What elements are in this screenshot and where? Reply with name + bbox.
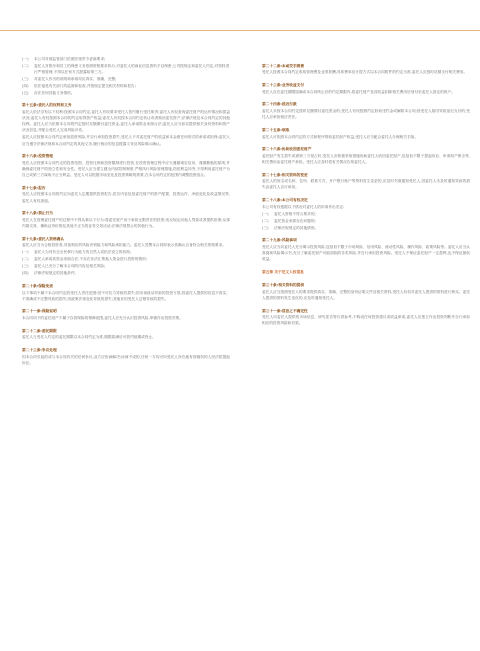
list-item (262, 225, 470, 231)
list-item (22, 83, 230, 89)
list-item-number: (一) (262, 211, 269, 216)
paragraph: 受托人应当向委托人充分揭示投资风险,包括但不限于市场风险、信用风险、流动性风险、操作风险、政策风险等。委托人应当认真阅读风险揭示书,充分了解委托财产可能面临的各类风险,并自行承担投资风险。受托人不保证委托财产一定盈利,也不保证最低收益。 (262, 245, 470, 262)
list-item-number: (二) (22, 63, 29, 68)
list-item-text: 存在任何其他义务情形。 (34, 90, 75, 95)
paragraph: 受托人在管理委托财产的过程中不得从事以下行为:将委托财产用于承担无限责任的投资;违反规定向他人贷款或者提供担保;从事内幕交易、操纵证券价格及其他不正当的证券交易活动;法律法规禁止的其他行为。 (22, 217, 230, 228)
paragraph: 受托人应按照本合同的约定向委托人定期提供投资报告,报告内容包括委托财产的资产配置、投资运作、净值变化及收益情况等,委托人有权查阅。 (22, 192, 230, 203)
article-heading: 第三十条:相关资料的提供 (262, 283, 305, 288)
article-heading: 第十五条:委托人的权利和义务 (22, 103, 72, 108)
list-item-text: 法律法规规定的其他情形。 (274, 225, 319, 230)
list-item (22, 256, 230, 262)
article-heading: 第二十八条:本公司有权决定 (262, 198, 308, 203)
paragraph: 受托人应在委托期限届满或本合同终止后的约定期限内,将委托财产及其收益扣除相关费用后划付至委托人指定的账户。 (262, 89, 455, 94)
paragraph: 委托财产发生损失或被第三方侵占时,受托人应积极采取措施协助委托人收回委托财产,包括但不限于提起诉讼、申请财产保全等,相关费用由委托财产承担。受托人应及时将有关情况告知委托人。 (262, 153, 470, 164)
list-item-number: (三) (262, 225, 269, 230)
article-heading: 第十八条:禁止行为 (22, 211, 53, 216)
list-item-text: 本公司对被监管部门依照法规责令更新要求; (34, 57, 106, 61)
article-heading: 第二十三条:业务收益支付 (262, 82, 305, 87)
list-item-text: 委托人承诺其资金来源合法,不存在非法汇集他人资金进行投资的情形; (34, 257, 148, 262)
article-heading: 第二十九条:风险事项 (262, 238, 297, 243)
paragraph: 以下事项不属于本合同约定的受托人责任范围:因不可抗力导致的损失;因市场波动导致的投资亏损;因委托人提供的信息不真实、不准确或不完整导致的损失;因政策法规变化导致的损失;其他非因受托人过错导致的损失。 (22, 290, 230, 301)
list-item (22, 63, 230, 75)
list-item-text: 委托人已充分了解本合同的内容及相关风险; (34, 264, 106, 269)
list-item-number: (二) (262, 218, 269, 223)
paragraph: 因本合同引起的或与本合同有关的任何争议,双方应协商解决;协商不成的,任何一方均可向受托人所在地有管辖权的人民法院提起诉讼。 (22, 354, 230, 365)
paragraph: 委托人与受托人约定的委托期限以本合同约定为准,期限届满后可依约续期或终止。 (22, 335, 156, 340)
list-item (262, 218, 470, 224)
article-heading: 第十七条:报告 (22, 185, 46, 190)
list-item-text: 依法接受有关部门的监督和检查,并按规定提交相关材料和报告; (34, 83, 136, 88)
list-item-number: (二) (22, 257, 29, 262)
list-item-number: (五) (22, 90, 29, 95)
list-item-number: (一) (22, 250, 29, 255)
paragraph: 本公司有权根据以下情况对委托人的申请作出决定: (262, 204, 345, 209)
article-heading: 第二十四条:延迟付款 (262, 102, 297, 107)
list-item-text: 委托资金来源存在问题的; (274, 218, 316, 223)
list-item (22, 263, 230, 269)
paragraph: 受托人向委托人提供的市场信息、研究报告等仅供参考,不构成任何投资建议或收益承诺,委托人应独立作出投资判断并自行承担相应的投资风险和后果。 (262, 315, 470, 326)
article-heading: 第二十二条:委托期限 (22, 328, 57, 333)
right-column (262, 56, 470, 327)
paragraph: 委托人可依照本合同约定的方式和程序领取委托财产收益,受托人应当配合委托人办理相关手续。 (262, 134, 419, 139)
article-heading: 第二十五条:领取 (262, 127, 290, 132)
list-item-number: (一) (22, 57, 29, 61)
article-heading: 第十九条:委托人资格确认 (22, 236, 65, 241)
list-item-text: 委托人为具有完全民事行为能力的自然人或依法设立的机构; (34, 250, 132, 255)
article-heading: 第二十六条:协助收回委托财产 (262, 147, 312, 152)
paragraph: 委托人依法享有以下权利:按照本合同约定,委托人有权要求受托人依约履行受托职责;委托人有权查询委托财产的运作情况和损益状况;委托人有权按照本合同的约定取得资产收益;委托人有权按本合同约定转让或者赎回委托资产;法律法规及本合同约定的其他权利。委托人应当依照本合同的约定按时足额缴付委托资金,委托人承诺资金来源合法;委托人应当如实提供相关身份资料和资产状况信息,并配合受托人完成风险评估。 (22, 110, 230, 133)
article-heading: 第十六条:投资管理 (22, 154, 53, 159)
list-item (22, 270, 230, 276)
list-item-text: 委托人资格不符合要求的; (274, 211, 316, 216)
list-item (262, 211, 470, 217)
header-rule (0, 30, 480, 31)
paragraph: 委托人应当为合格投资者,具备相应的风险识别能力和风险承担能力。委托人签署本合同即表示其确认自身符合相关资格要求。 (22, 243, 226, 248)
paragraph: 委托人应按照本合同约定承担投资风险,并自行承担投资损失,受托人不对委托财产的收益和本金做任何形式的承诺或担保;委托人应当遵守法律法规和本合同约定的其他义务,履行相应的信息披露义务及风险揭示确认。 (22, 135, 230, 146)
list-item (22, 249, 230, 255)
article-heading: 第三十一条:信息之不确定性 (262, 308, 308, 313)
list-item-text: 对委托人作出的说明和承诺均应真实、准确、完整; (34, 76, 117, 81)
paragraph: 受托人应按照本合同约定的投资范围、投资比例和投资限制进行投资,在投资管理过程中应当遵循诚实信用、谨慎勤勉的原则,并确保委托财产的独立性和安全性。受托人应当建立健全内部控制制度,严格执行风险管理措施,防范利益冲突,不得利用委托财产为自己或第三方谋取不正当利益。受托人可以根据市场变化及投资策略的需要,在本合同约定的范围内调整投资组合。 (22, 160, 230, 178)
article-heading: 第二十二条:本或交手续费 (262, 63, 305, 68)
list-item-text: 法律法规规定的其他条件。 (34, 271, 79, 276)
list-item (22, 90, 230, 96)
article-heading: 第二十七条:相关资料的变更 (262, 172, 308, 177)
list-item-number: (四) (22, 83, 29, 88)
list-item-number: (四) (22, 271, 29, 276)
chapter-heading: 第五章 关于定义人权信息 (262, 270, 304, 275)
list-item (22, 76, 230, 82)
list-item-text: 委托人对股东和员工的保密义务依照资格要求执行,对委托人的商业信息资料予以保密,公司按规定和委托人约定,对资料进行严格管理,不得以任何方式泄露给第三方。 (34, 63, 230, 74)
paragraph: 委托人未按本合同约定按时足额缴付委托资金的,受托人有权按照约定收取违约金或解除本合同;因受托人原因导致延迟支付的,受托人应承担相应责任。 (262, 109, 470, 120)
list-item-number: (三) (22, 264, 29, 269)
article-heading: 第二十条:保险免责 (22, 283, 53, 288)
paragraph: 受托人按照本合同约定收取管理费及业绩报酬,具体费率及计提方式以本合同附件的约定为准,委托人应按时足额支付相关费用。 (262, 70, 468, 75)
paragraph: 本合同项下的委托财产不属于存款保险的保障范围,委托人应充分认识投资风险,审慎作出投资决策。 (22, 315, 183, 320)
paragraph: 委托人的姓名或名称、住所、联系方式、开户银行账户等资料发生变更的,应及时书面通知受托人,因委托人未及时通知导致的损失由委托人自行承担。 (262, 179, 470, 190)
list-item (22, 56, 230, 62)
article-heading: 第二十三条:争议处理 (22, 348, 57, 353)
article-heading: 第二十一条:保险说明 (22, 309, 57, 314)
left-column (22, 56, 230, 367)
paragraph: 委托人应当按照受托人的要求提供真实、准确、完整的身份证明文件及相关资料,受托人有权对委托人提供的资料进行核实。委托人提供的资料发生变化的,应及时通知受托人。 (262, 289, 470, 300)
list-item-number: (三) (22, 76, 29, 81)
